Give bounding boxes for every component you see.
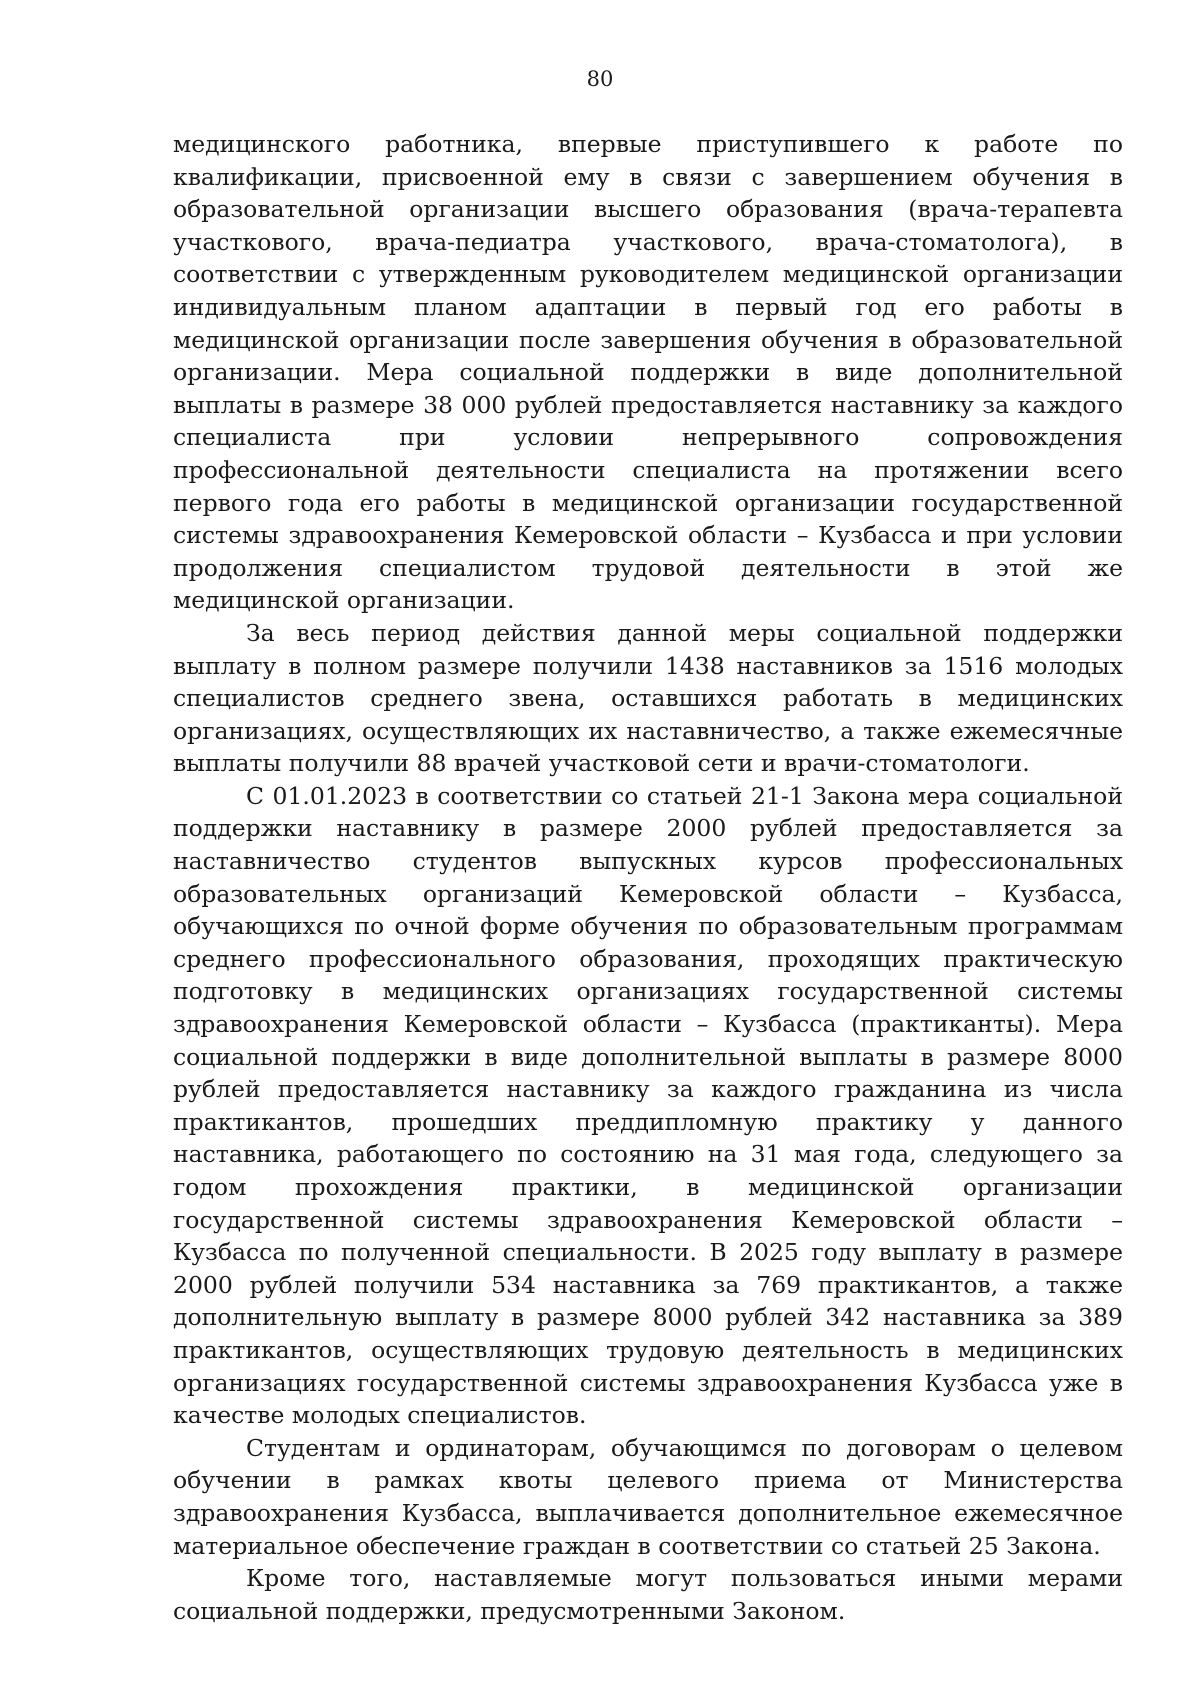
page-number: 80	[586, 67, 614, 91]
paragraph-other-measures: Кроме того, наставляемые могут пользоваться иными мерами социальной поддержки, предусмотренными Законом.	[173, 1564, 1123, 1625]
body-text	[173, 128, 1123, 1627]
paragraph-continuation: медицинского работника, впервые приступившего к работе по квалификации, присвоенной ему в связи с завершением обучения в образовательной организации высшего образования (врача-терапевта участкового, врача-педиатра участкового, врача-стоматолога), в соответствии с утвержденным руководителем медицинской организации индивидуальным планом адаптации в первый год его работы в медицинской организации после завершения обучения в образовательной организации. Мера социальной поддержки в виде дополнительной выплаты в размере 38 000 рублей предоставляется наставнику за каждого специалиста при условии непрерывного сопровождения профессиональной деятельности специалиста на протяжении всего первого года его работы в медицинской организации государственной системы здравоохранения Кемеровской области – Кузбасса и при условии продолжения специалистом трудовой деятельности в этой же медицинской организации.	[173, 130, 1123, 615]
paragraph-targeted-training: Студентам и ординаторам, обучающимся по договорам о целевом обучении в рамках квоты целевого приема от Министерства здравоохранения Кузбасса, выплачивается дополнительное ежемесячное материальное обеспечение граждан в соответствии со статьей 25 Закона.	[173, 1433, 1123, 1560]
paragraph-trainees-support: С 01.01.2023 в соответствии со статьей 21-1 Закона мера социальной поддержки наставнику в размере 2000 рублей предоставляется за наставничество студентов выпускных курсов профессиональных образовательных организаций Кемеровской области – Кузбасса, обучающихся по очной форме обучения по образовательным программам среднего профессионального образования, проходящих практическую подготовку в медицинских организациях государственной системы здравоохранения Кемеровской области – Кузбасса (практиканты). Мера социальной поддержки в виде дополнительной выплаты в размере 8000 рублей предоставляется наставнику за каждого гражданина из числа практикантов, прошедших преддипломную практику у данного наставника, работающего по состоянию на 31 мая года, следующего за годом прохождения практики, в медицинской организации государственной системы здравоохранения Кемеровской области – Кузбасса по полученной специальности. В 2025 году выплату в размере 2000 рублей получили 534 наставника за 769 практикантов, а также дополнительную выплату в размере 8000 рублей 342 наставника за 389 практикантов, осуществляющих трудовую деятельность в медицинских организациях государственной системы здравоохранения Кузбасса уже в качестве молодых специалистов.	[173, 781, 1123, 1430]
paragraph-mentors-results: За весь период действия данной меры социальной поддержки выплату в полном размере получили 1438 наставников за 1516 молодых специалистов среднего звена, оставшихся работать в медицинских организациях, осуществляющих их наставничество, а также ежемесячные выплаты получили 88 врачей участковой сети и врачи-стоматологи.	[173, 618, 1123, 778]
